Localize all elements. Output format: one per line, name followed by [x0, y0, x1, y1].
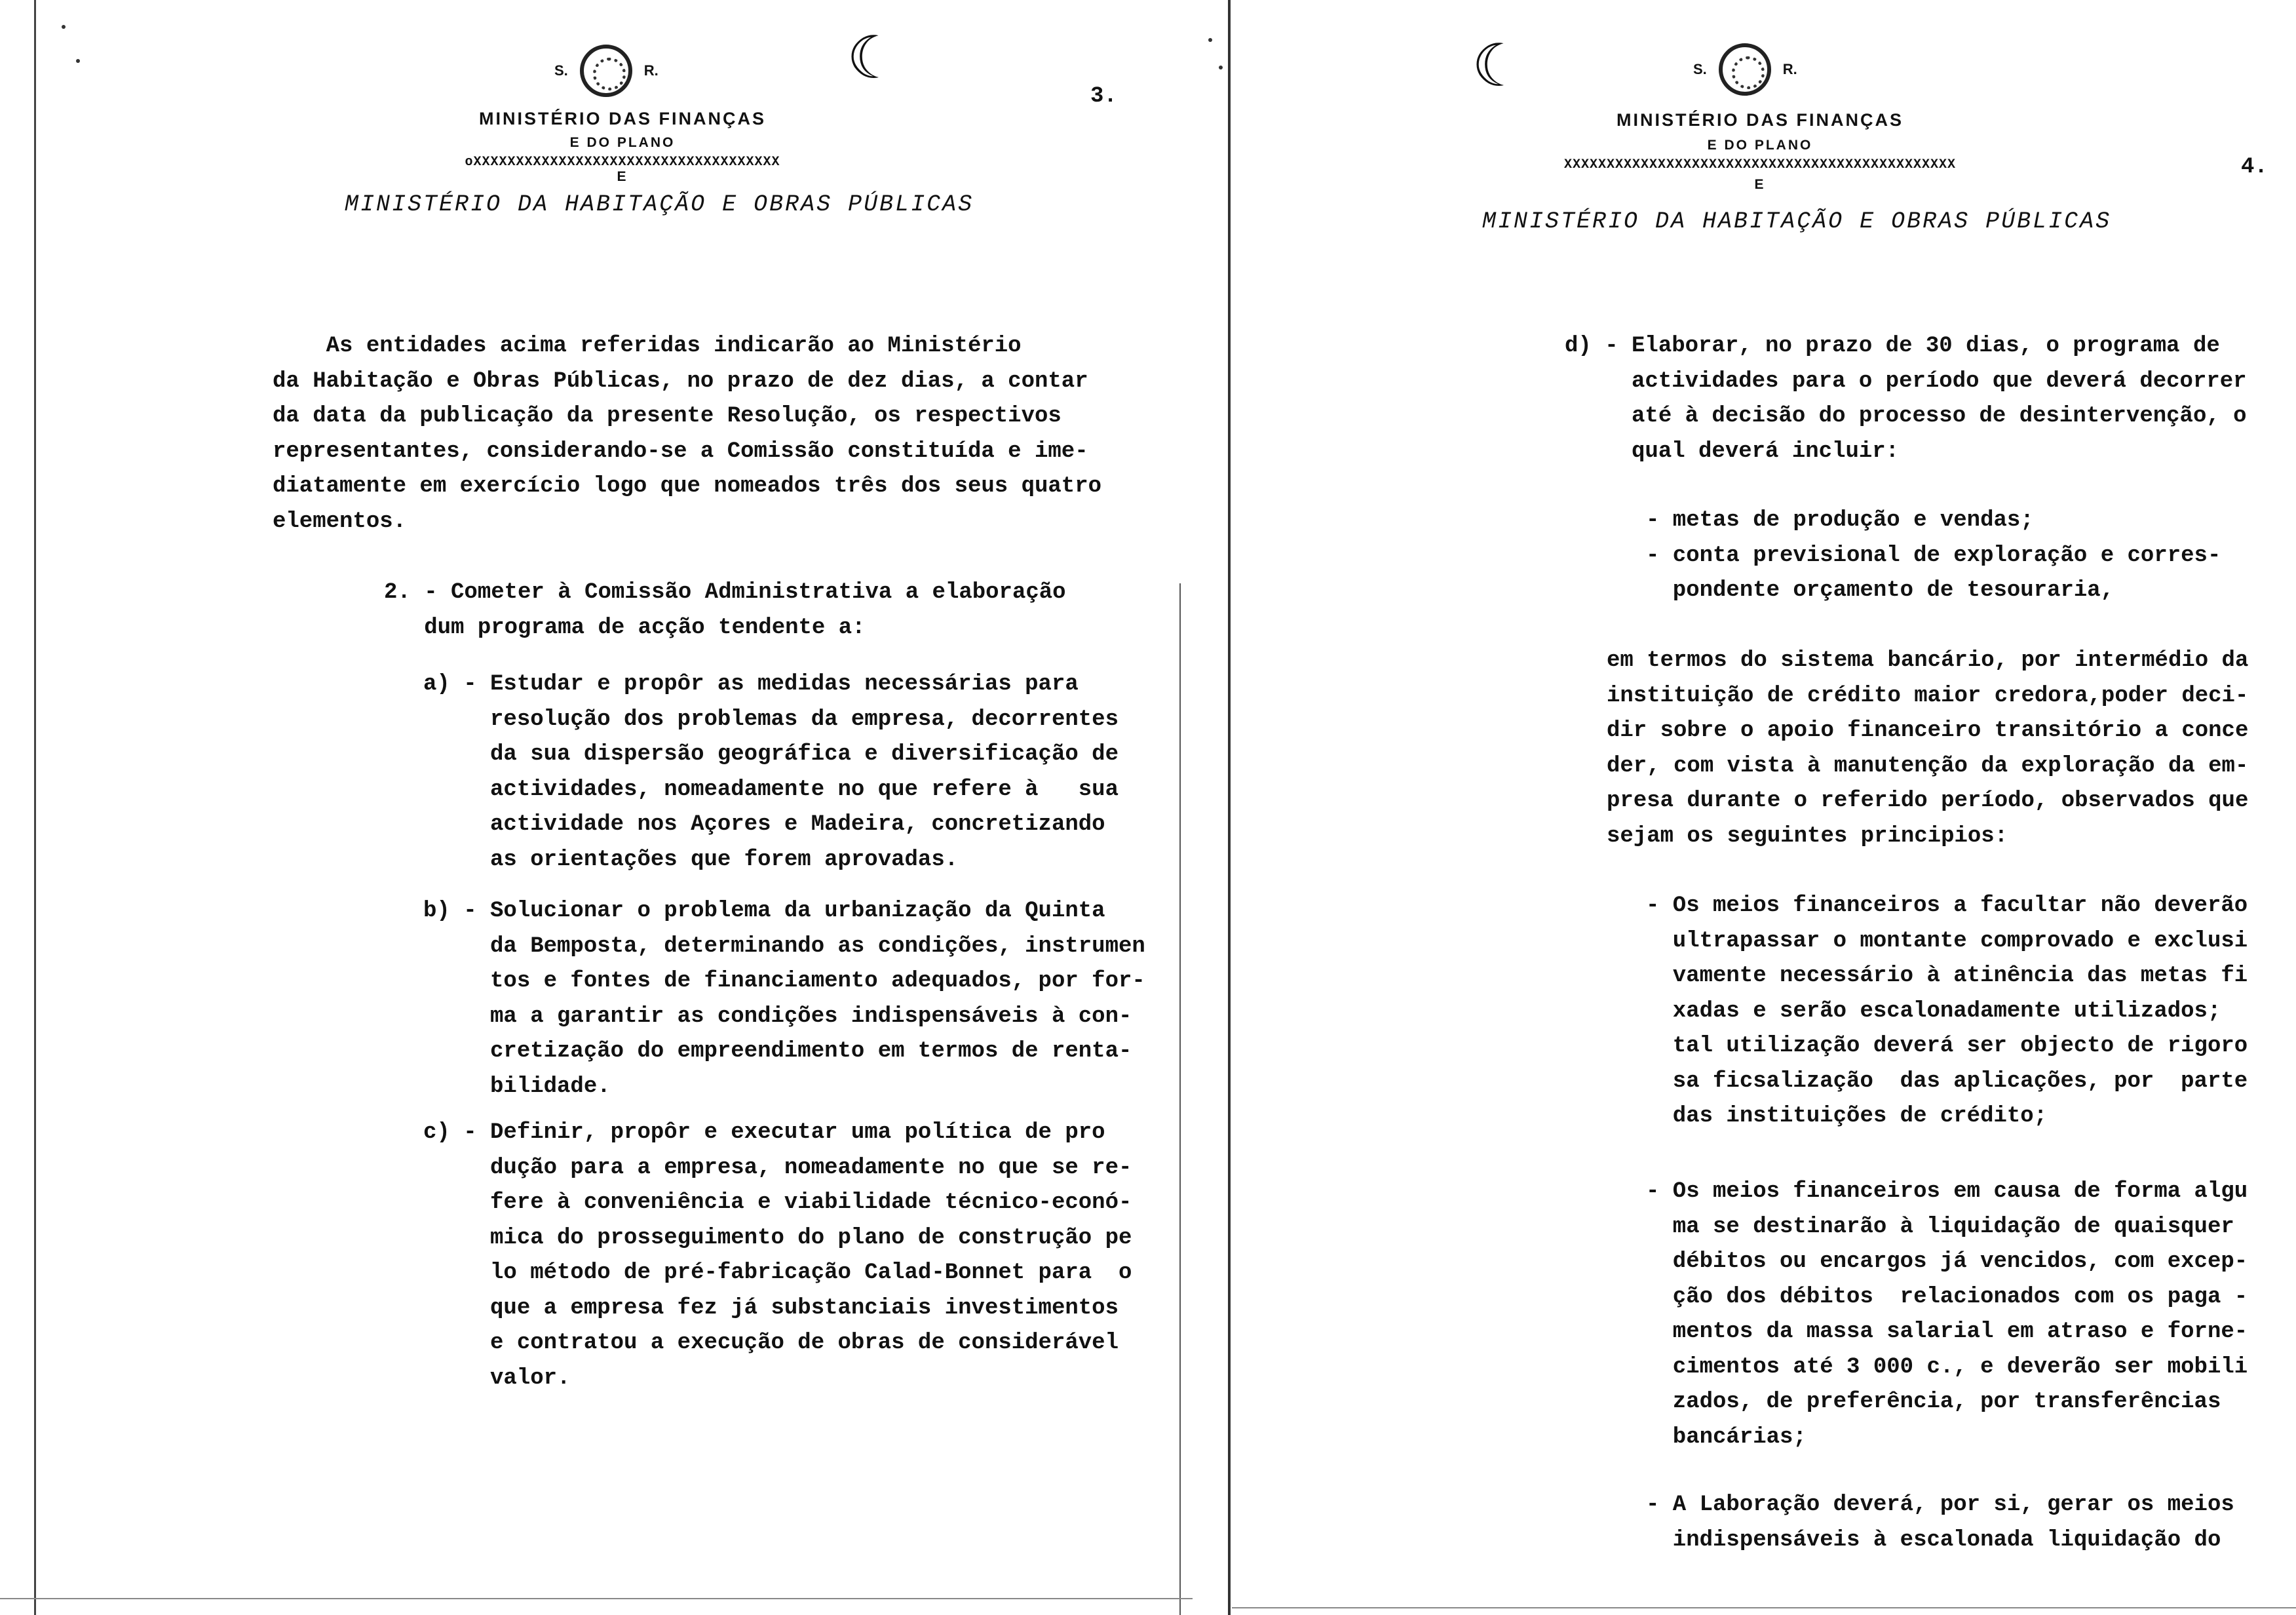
struck-out-line: oXXXXXXXXXXXXXXXXXXXXXXXXXXXXXXXXXXXX [465, 155, 780, 170]
left-seal-row [554, 45, 659, 97]
principle-2: - Os meios financeiros em causa de forma algu ma se destinarão à liquidação de quaisquer débitos ou encargos já vencidos, com excep- ção dos débitos relacionados com os paga - mentos da massa salarial em atraso e forne- cimentos até 3 000 c., e deverão ser mobili zados, de preferência, por transferências bancárias; [1646, 1179, 2248, 1450]
banking-paragraph: em termos do sistema bancário, por intermédio da instituição de crédito maior credora,poder deci- dir sobre o apoio financeiro transitório a conce der, com vista à manutenção da exploração da em- presa durante o referido período, observados que sejam os seguintes principios: [1607, 648, 2249, 849]
coat-of-arms-seal [580, 45, 632, 97]
seal-right-letter: R. [1782, 61, 1797, 77]
plano-line: E DO PLANO [1707, 138, 1813, 153]
left-bottom-edge [0, 1598, 1193, 1599]
left-page-right-edge [1179, 583, 1181, 1615]
e-conjunction: E [1754, 177, 1766, 192]
principle-1: - Os meios financeiros a facultar não deverão ultrapassar o montante comprovado e exclusi vamente necessário à atinência das metas fi xadas e serão escalonadamente utilizados; tal utilização deverá ser objecto de rigoro sa ficsalização das aplicações, por parte das instituições de crédito; [1646, 893, 2248, 1129]
crescent-mark: ☾ [1472, 31, 1525, 100]
item-b-paragraph: b) - Solucionar o problema da urbanização da Quinta da Bemposta, determinando as condições, instrumen tos e fontes de financiamento adequados, por for- ma a garantir as condições indispensáveis à con- cretização do empreendimento em termos de renta- bilidade. [423, 899, 1145, 1099]
crescent-mark: ☾ [847, 24, 900, 92]
ministry-housing-title: MINISTÉRIO DA HABITAÇÃO E OBRAS PÚBLICAS [345, 191, 974, 218]
page-number: 3. [1090, 84, 1117, 109]
seal-left-letter: S. [1693, 61, 1707, 77]
ministry-housing-title: MINISTÉRIO DA HABITAÇÃO E OBRAS PÚBLICAS [1482, 208, 2112, 235]
ministry-finance-title: MINISTÉRIO DAS FINANÇAS [1616, 110, 1904, 130]
right-bottom-edge [1232, 1607, 2296, 1608]
dash-list: - metas de produção e vendas; - conta previsional de exploração e corres- pondente orçamento de tesouraria, [1646, 508, 2221, 603]
ministry-finance-title: MINISTÉRIO DAS FINANÇAS [478, 109, 766, 128]
item-2-paragraph: 2. - Cometer à Comissão Administrativa a elaboração dum programa de acção tendente a: [384, 580, 1066, 640]
item-a-paragraph: a) - Estudar e propôr as medidas necessárias para resolução dos problemas da empresa, decorrentes da sua dispersão geográfica e diversificação de actividades, nomeadamente no que refere à sua actividade nos Açores e Madeira, concretizando as orientações que forem aprovadas. [423, 672, 1119, 872]
plano-line: E DO PLANO [569, 135, 676, 150]
item-c-paragraph: c) - Definir, propôr e executar uma política de pro dução para a empresa, nomeadamente no que se re- fere à conveniência e viabilidade técnico-econó- mica do prosseguimento do plano de construção pe lo método de pré-fabricação Calad-Bonnet para o que a empresa fez já substanciais investimentos e contratou a execução de obras de considerável valor. [423, 1120, 1132, 1391]
coat-of-arms-seal [1719, 43, 1771, 96]
page-gutter [1228, 0, 1231, 1615]
e-conjunction: E [617, 169, 628, 184]
struck-out-line: XXXXXXXXXXXXXXXXXXXXXXXXXXXXXXXXXXXXXXXXXXXXXX [1563, 157, 1957, 172]
left-margin-line [34, 0, 36, 1615]
scan-speck [76, 59, 80, 63]
seal-right-letter: R. [643, 62, 659, 79]
intro-paragraph: As entidades acima referidas indicarão ao Ministério da Habitação e Obras Públicas, no prazo de dez dias, a contar da data da publicação da presente Resolução, os respectivos representantes, considerando-se a Comissão constituída e ime- diatamente em exercício logo que nomeados três dos seus quatro elementos. [273, 334, 1102, 534]
scan-speck [62, 25, 66, 29]
item-d-paragraph: d) - Elaborar, no prazo de 30 dias, o programa de actividades para o período que deverá decorrer até à decisão do processo de desintervenção, o qual deverá incluir: [1565, 334, 2247, 464]
scan-speck [1208, 38, 1212, 42]
right-seal-row [1693, 43, 1797, 96]
seal-left-letter: S. [554, 62, 568, 79]
principle-3: - A Laboração deverá, por si, gerar os meios indispensáveis à escalonada liquidação do [1646, 1492, 2234, 1553]
scan-speck [1219, 66, 1223, 69]
page-number: 4. [2241, 155, 2268, 180]
